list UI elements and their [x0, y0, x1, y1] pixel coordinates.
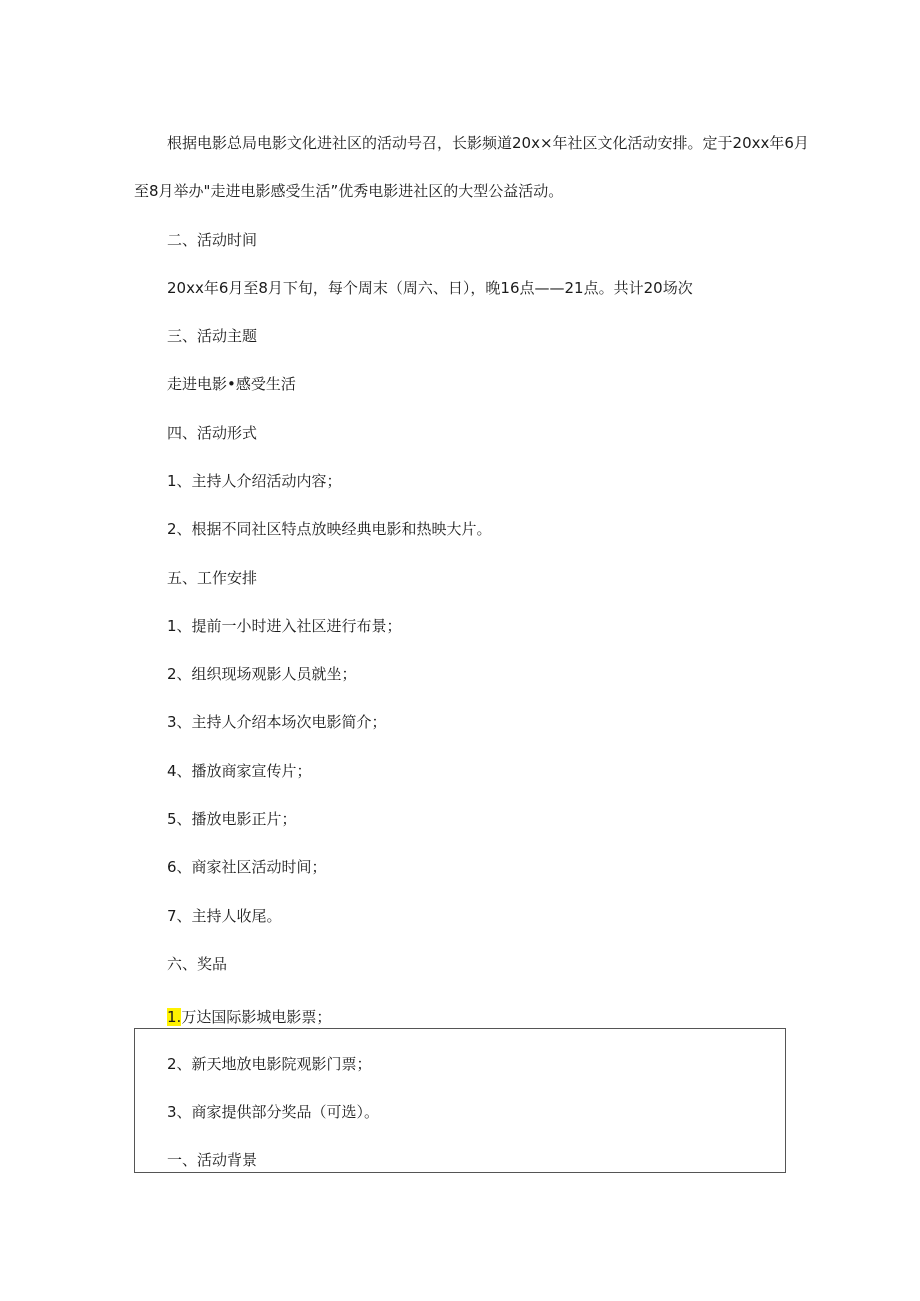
list-item-arrangement-7: 7、主持人收尾。 [167, 907, 282, 925]
section-text-theme: 走进电影•感受生活 [167, 375, 296, 393]
section-heading-time: 二、活动时间 [167, 231, 258, 249]
section-heading-prizes: 六、奖品 [167, 955, 228, 973]
section-heading-background: 一、活动背景 [167, 1151, 258, 1169]
list-item-arrangement-5: 5、播放电影正片； [167, 810, 297, 828]
list-item-format-2: 2、根据不同社区特点放映经典电影和热映大片。 [167, 520, 492, 538]
section-heading-theme: 三、活动主题 [167, 327, 258, 345]
intro-paragraph-line-1: 根据电影总局电影文化进社区的活动号召，长影频道20x×年社区文化活动安排。定于20xx年6月 [167, 134, 809, 152]
list-item-arrangement-3: 3、主持人介绍本场次电影简介； [167, 713, 387, 731]
list-item-arrangement-6: 6、商家社区活动时间； [167, 858, 327, 876]
section-heading-format: 四、活动形式 [167, 424, 258, 442]
list-item-prize-3: 3、商家提供部分奖品（可选）。 [167, 1103, 380, 1121]
section-heading-arrangement: 五、工作安排 [167, 569, 258, 587]
prize-1-text: 万达国际影城电影票； [181, 1008, 332, 1026]
list-item-prize-1 [167, 1007, 331, 1027]
section-text-time: 20xx年6月至8月下旬，每个周末（周六、日），晚16点——21点。共计20场次 [167, 279, 693, 297]
highlighted-number: 1. [167, 1008, 182, 1026]
intro-paragraph-line-2: 至8月举办"走进电影感受生活”优秀电影进社区的大型公益活动。 [134, 182, 564, 200]
list-item-arrangement-2: 2、组织现场观影人员就坐； [167, 665, 357, 683]
list-item-arrangement-1: 1、提前一小时进入社区进行布景； [167, 617, 402, 635]
list-item-prize-2: 2、新天地放电影院观影门票； [167, 1055, 372, 1073]
list-item-format-1: 1、主持人介绍活动内容； [167, 472, 342, 490]
list-item-arrangement-4: 4、播放商家宣传片； [167, 762, 312, 780]
